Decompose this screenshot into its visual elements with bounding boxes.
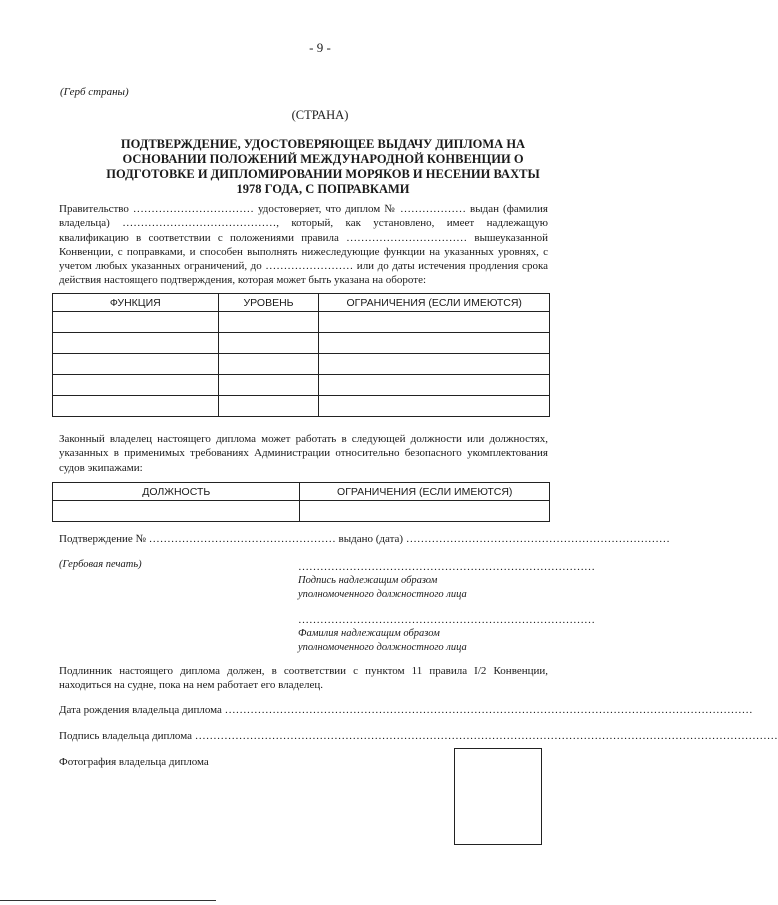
position-cell[interactable] <box>53 501 300 522</box>
limitations-cell[interactable] <box>319 396 550 417</box>
original-location-paragraph: Подлинник настоящего диплома должен, в соответствии с пунктом 11 правила I/2 Конвенции, находиться на судне, пока на нем работает его владелец. <box>59 665 548 692</box>
signature-dots: ……………………………………………………………………… <box>298 561 595 573</box>
column-header-position: ДОЛЖНОСТЬ <box>53 483 300 501</box>
photo-box[interactable] <box>454 748 542 845</box>
function-cell[interactable] <box>53 333 219 354</box>
level-cell[interactable] <box>218 396 319 417</box>
footer-rule <box>0 900 216 901</box>
level-cell[interactable] <box>218 354 319 375</box>
endorsement-number-line: Подтверждение № …………………………………………… выдано (дата) ……………………………………………………………… <box>59 533 670 545</box>
photo-label: Фотография владельца диплома <box>59 756 209 768</box>
column-header-limitations: ОГРАНИЧЕНИЯ (ЕСЛИ ИМЕЮТСЯ) <box>300 483 550 501</box>
level-cell[interactable] <box>218 312 319 333</box>
table-row <box>53 312 550 333</box>
column-header-function: ФУНКЦИЯ <box>53 294 219 312</box>
table-header-row <box>53 294 550 312</box>
limitations-cell[interactable] <box>300 501 550 522</box>
column-header-level: УРОВЕНЬ <box>218 294 319 312</box>
function-cell[interactable] <box>53 396 219 417</box>
limitations-cell[interactable] <box>319 354 550 375</box>
holder-signature-line: Подпись владельца диплома …………………………………………………………………………………………………………………………………………… <box>59 730 778 742</box>
column-header-limitations: ОГРАНИЧЕНИЯ (ЕСЛИ ИМЕЮТСЯ) <box>319 294 550 312</box>
birth-date-line: Дата рождения владельца диплома ……………………………………………………………………………………………………………………………… <box>59 704 753 716</box>
document-title: ПОДТВЕРЖДЕНИЕ, УДОСТОВЕРЯЮЩЕЕ ВЫДАЧУ ДИПЛОМА НА ОСНОВАНИИ ПОЛОЖЕНИЙ МЕЖДУНАРОДНОЙ КОНВЕНЦИИ О ПОДГОТОВКЕ И ДИПЛОМИРОВАНИИ МОРЯКОВ И НЕСЕНИИ ВАХТЫ 1978 ГОДА, С ПОПРАВКАМИ <box>106 137 540 196</box>
table-row <box>53 501 550 522</box>
emblem-label: (Герб страны) <box>60 86 129 98</box>
limitations-cell[interactable] <box>319 375 550 396</box>
function-cell[interactable] <box>53 312 219 333</box>
function-cell[interactable] <box>53 375 219 396</box>
certification-paragraph: Правительство …………………………… удостоверяет, что диплом № ……………… выдан (фамилия владельца) ……………………………………, который, как установлено, имеет надлежащую квалификацию в соответствии с положениями правила …………………………… вышеуказанной Конвенции, с поправками, и способен выполнять нижеследующие функции на указанных уровнях, с учетом любых указанных ограничений, до …………………… или до даты истечения продления срока действия настоящего подтверждения, которая может быть указана на обороте: <box>59 203 548 287</box>
signature-caption-line1: Подпись надлежащим образом <box>298 575 438 586</box>
position-table <box>52 482 550 522</box>
table-header-row <box>53 483 550 501</box>
page-number: - 9 - <box>309 40 331 55</box>
level-cell[interactable] <box>218 333 319 354</box>
country-label: (СТРАНА) <box>291 108 349 122</box>
table-row <box>53 375 550 396</box>
table-row <box>53 354 550 375</box>
table-row <box>53 333 550 354</box>
position-paragraph: Законный владелец настоящего диплома может работать в следующей должности или должностях, указанных в применимых требованиях Администрации относительно безопасного укомплектования судов экипажами: <box>59 433 548 474</box>
signature-caption-line2: уполномоченного должностного лица <box>298 589 467 600</box>
name-caption-line1: Фамилия надлежащим образом <box>298 628 440 639</box>
level-cell[interactable] <box>218 375 319 396</box>
name-dots: ……………………………………………………………………… <box>298 614 595 626</box>
limitations-cell[interactable] <box>319 312 550 333</box>
table-row <box>53 396 550 417</box>
limitations-cell[interactable] <box>319 333 550 354</box>
functions-table <box>52 293 550 417</box>
function-cell[interactable] <box>53 354 219 375</box>
name-caption-line2: уполномоченного должностного лица <box>298 642 467 653</box>
seal-label: (Гербовая печать) <box>59 559 142 570</box>
